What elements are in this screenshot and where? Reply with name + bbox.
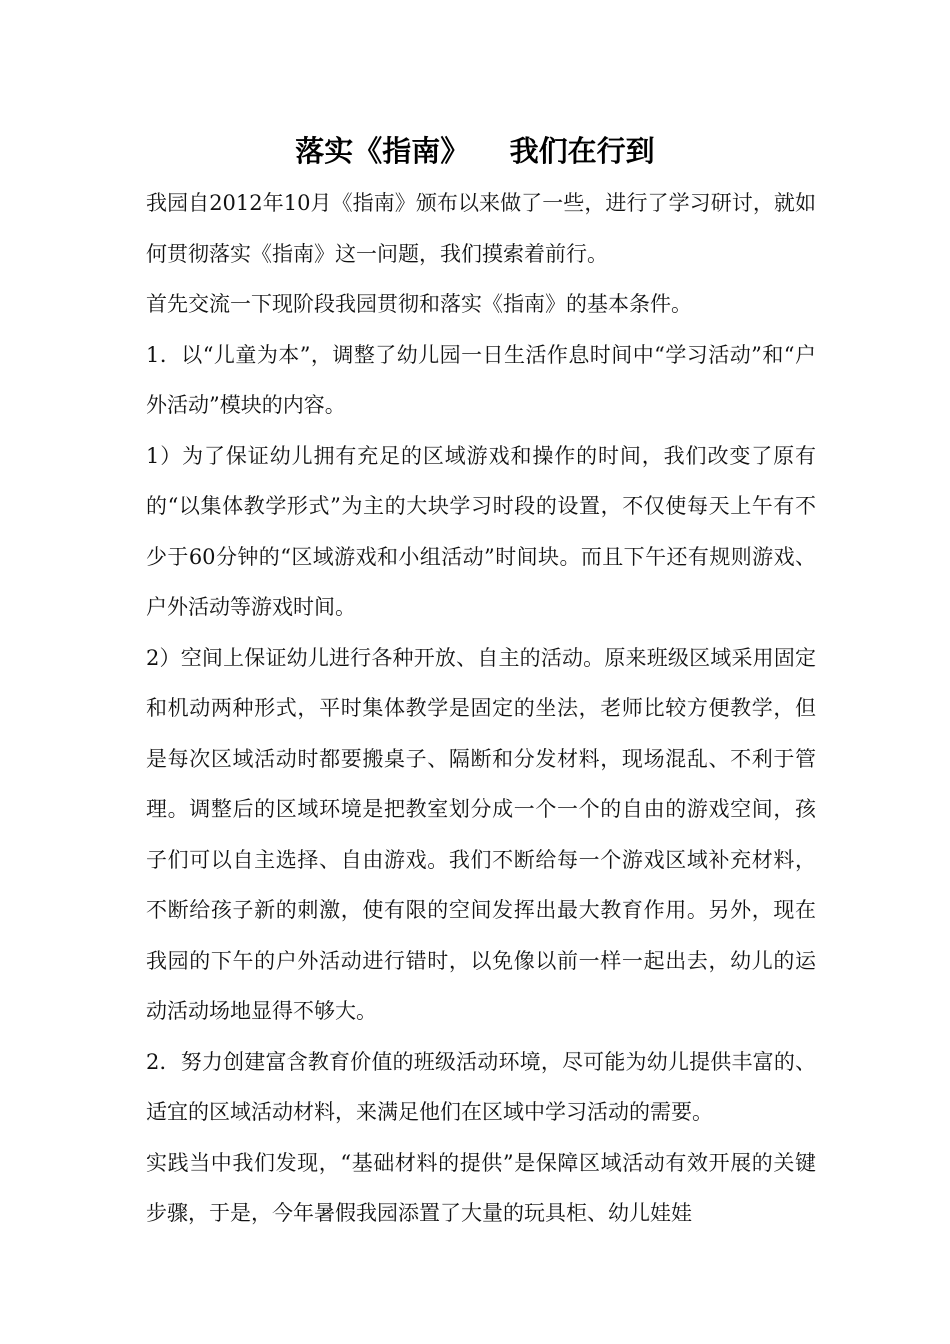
paragraph-point-1-2: 2）空间上保证幼儿进行各种开放、自主的活动。原来班级区域采用固定和机动两种形式，平时集体教学是固定的坐法，老师比较方便教学，但是每次区域活动时都要搬桌子、隔断和分发材料，现场混乱、不利于管理。调整后的区域环境是把教室划分成一个一个的自由的游戏空间，孩子们可以自主选择、自由游戏。我们不断给每一个游戏区域补充材料，不断给孩子新的刺激，使有限的空间发挥出最大教育作用。另外，现在我园的下午的户外活动进行错时，以免像以前一样一起出去，幼儿的运动活动场地显得不够大。 [146,645,816,1023]
paragraph-conditions: 首先交流一下现阶段我园贯彻和落实《指南》的基本条件。 [146,292,692,316]
document-body [146,178,816,1239]
document-title: 落实《指南》 我们在行到 [295,134,655,168]
paragraph-point-1-1: 1）为了保证幼儿拥有充足的区域游戏和操作的时间，我们改变了原有的“以集体教学形式”为主的大块学习时段的设置，不仅使每天上午有不少于60分钟的“区域游戏和小组活动”时间块。而且下午还有规则游戏、户外活动等游戏时间。 [146,443,816,619]
paragraph-point-1: 1．以“儿童为本”，调整了幼儿园一日生活作息时间中“学习活动”和“户外活动”模块的内容。 [146,342,816,417]
paragraph-point-2: 2．努力创建富含教育价值的班级活动环境，尽可能为幼儿提供丰富的、适宜的区域活动材料，来满足他们在区域中学习活动的需要。 [146,1049,816,1124]
paragraph-practice: 实践当中我们发现，“基础材料的提供”是保障区域活动有效开展的关键步骤，于是，今年暑假我园添置了大量的玩具柜、幼儿娃娃 [146,1150,816,1225]
paragraph-intro: 我园自2012年10月《指南》颁布以来做了一些，进行了学习研讨，就如何贯彻落实《指南》这一问题，我们摸索着前行。 [146,191,816,266]
